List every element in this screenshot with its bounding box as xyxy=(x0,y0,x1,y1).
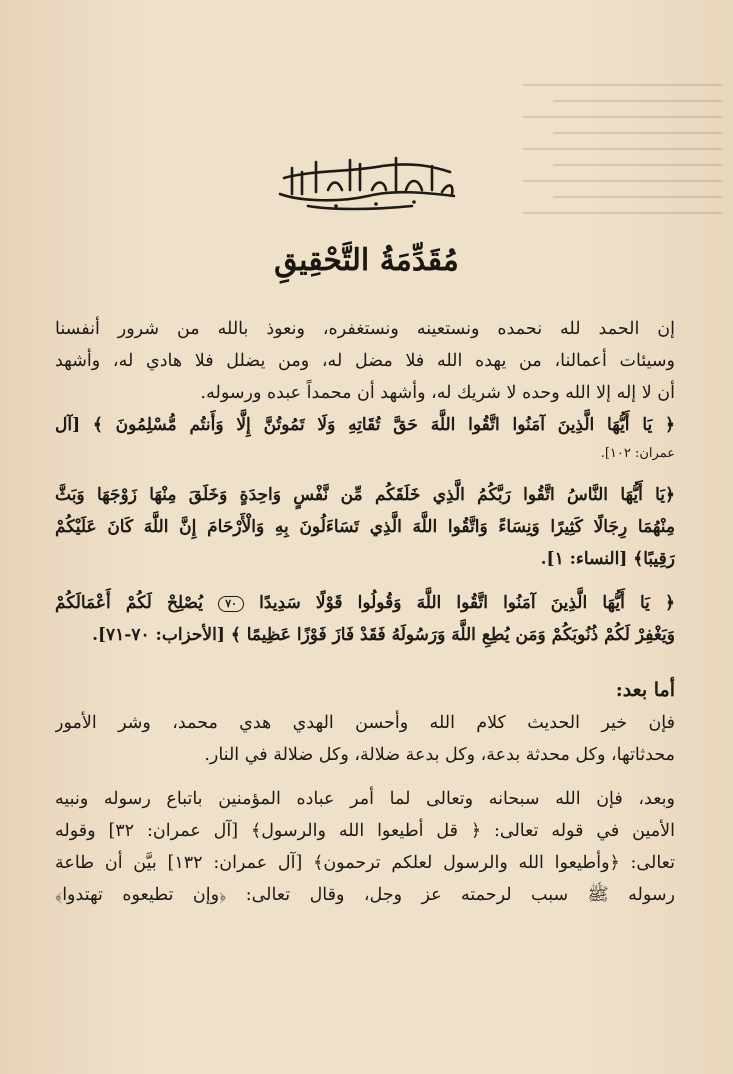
verse-line: وَيَغْفِرْ لَكُمْ ذُنُوبَكُمْ وَمَن يُطِعِ اللَّهَ وَرَسُولَهُ فَقَدْ فَازَ فَوْزًا عَظِيمًا ﴾ [الأحزاب: ٧٠-٧١]. xyxy=(92,625,675,645)
paragraph-line: فإن خير الحديث كلام الله وأحسن الهدي هدي محمد، وشر الأمور xyxy=(55,713,675,733)
paragraph-line: وسيئات أعمالنا، من يهده الله فلا مضل له، ومن يضلل فلا هادي له، وأشهد xyxy=(55,351,675,371)
paragraph-line: محدثاتها، وكل محدثة بدعة، وكل بدعة ضلالة، وكل ضلالة في النار. xyxy=(204,745,675,765)
verse-text: يُصْلِحْ لَكُمْ أَعْمَالَكُمْ xyxy=(55,593,204,613)
paragraph-line: وبعد، فإن الله سبحانه وتعالى لما أمر عباده المؤمنين باتباع رسوله ونبيه xyxy=(55,789,675,809)
section-heading: أما بعد: xyxy=(615,679,675,701)
paragraph-line: إن الحمد لله نحمده ونستعينه ونستغفره، ونعوذ بالله من شرور أنفسنا xyxy=(55,319,675,339)
verse-line: رَقِيبًا﴾ [النساء: ١]. xyxy=(540,549,675,569)
page-title: مُقَدِّمَةُ التَّحْقِيقِ xyxy=(274,243,459,278)
verse-line xyxy=(55,587,675,619)
paragraph-line: رسوله ﷺ سبب لرحمته عز وجل، وقال تعالى: ﴿وإن تطيعوه تهتدوا﴾ xyxy=(55,885,675,905)
paragraph-line: تعالى: ﴿وأطيعوا الله والرسول لعلكم ترحمون﴾ [آل عمران: ١٣٢] بيَّن أن طاعة xyxy=(55,853,675,873)
basmala-calligraphy xyxy=(0,150,733,212)
verse-line: ﴿يَا أَيُّهَا النَّاسُ اتَّقُوا رَبَّكُمُ الَّذِي خَلَقَكُم مِّن نَّفْسٍ وَاحِدَةٍ وَخَلَقَ مِنْهَا زَوْجَهَا وَبَثَّ xyxy=(55,485,675,505)
paragraph-line: الأمين في قوله تعالى: ﴿ قل أطيعوا الله والرسول﴾ [آل عمران: ٣٢] وقوله xyxy=(55,821,675,841)
verse-reference: عمران: ١٠٢]. xyxy=(600,446,675,461)
body-text xyxy=(55,313,675,911)
verse-line: ﴿ يَا أَيُّهَا الَّذِينَ آمَنُوا اتَّقُوا اللَّهَ حَقَّ تُقَاتِهِ وَلَا تَمُوتُنَّ إِلَّا وَأَنتُم مُّسْلِمُونَ ﴾ [آل xyxy=(55,415,675,435)
paragraph-line: أن لا إله إلا الله وحده لا شريك له، وأشهد أن محمداً عبده ورسوله. xyxy=(200,383,675,403)
verse-text: ﴿ يَا أَيُّهَا الَّذِينَ آمَنُوا اتَّقُوا اللَّهَ وَقُولُوا قَوْلًا سَدِيدًا xyxy=(259,593,675,613)
verse-number-mark: ٧٠ xyxy=(218,596,244,612)
verse-line: مِنْهُمَا رِجَالًا كَثِيرًا وَنِسَاءً وَاتَّقُوا اللَّهَ الَّذِي تَسَاءَلُونَ بِهِ وَالْأَرْحَامَ إِنَّ اللَّهَ كَانَ عَلَيْكُمْ xyxy=(55,517,675,537)
